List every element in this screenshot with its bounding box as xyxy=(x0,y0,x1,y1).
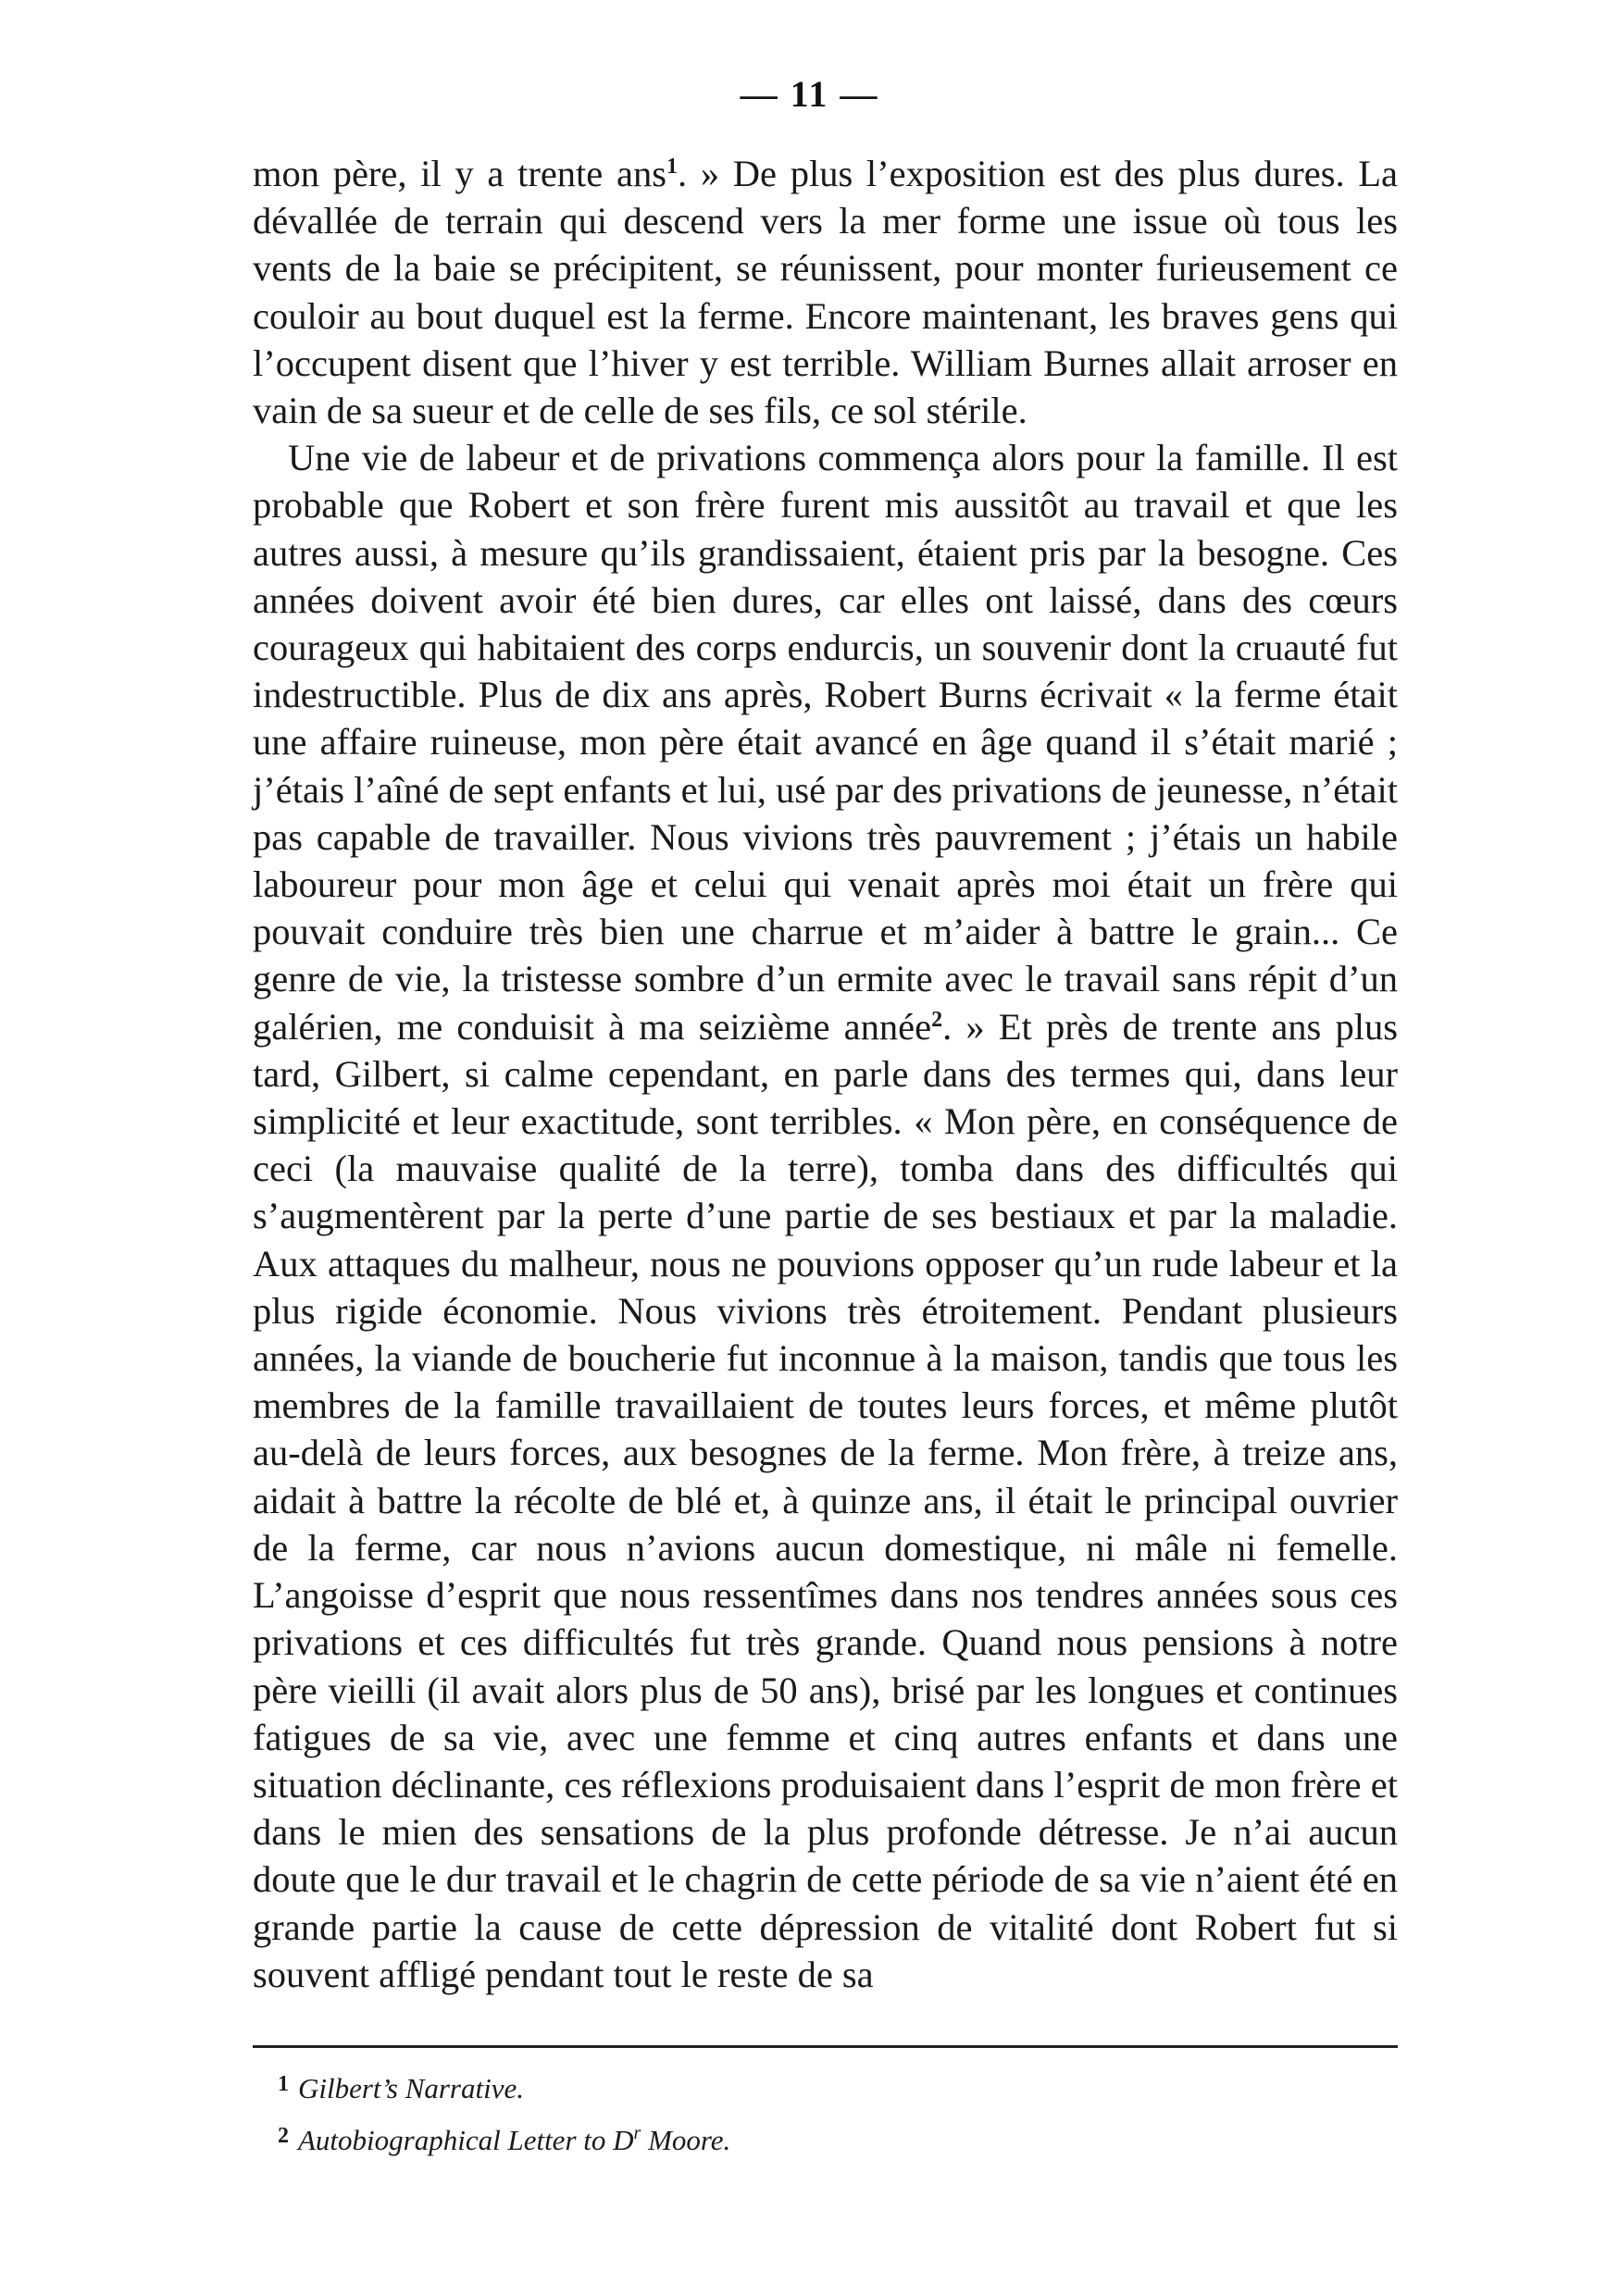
paragraph-1 xyxy=(253,150,1398,434)
paragraph-2-text-a: Une vie de labeur et de privations commença alors pour la famille. Il est probable que Robert et son frère furent mis aussitôt au travail et que les autres aussi, à mesure qu’ils grandissaient, étaient pris par la besogne. Ces années doivent avoir été bien dures, car elles ont laissé, dans des cœurs courageux qui habitaient des corps endurcis, un souvenir dont la cruauté fut indestructible. Plus de dix ans après, Robert Burns écrivait « la ferme était une affaire ruineuse, mon père était avancé en âge quand il s’était marié ; j’étais l’aîné de sept enfants et lui, usé par des privations de jeunesse, n’était pas capable de travailler. Nous vivions très pauvrement ; j’étais un habile laboureur pour mon âge et celui qui venait après moi était un frère qui pouvait conduire très bien une charrue et m’aider à battre le grain... Ce genre de vie, la tristesse sombre d’un ermite avec le travail sans répit d’un galérien, me conduisit à ma seizième année xyxy=(253,437,1398,1048)
paragraph-1-text-b: . » De plus l’exposition est des plus dures. La dévallée de terrain qui descend vers la mer forme une issue où tous les vents de la baie se précipitent, se réunissent, pour monter furieusement ce couloir au bout duquel est la ferme. Encore maintenant, les braves gens qui l’occupent disent que l’hiver y est terrible. William Burnes allait arroser en vain de sa sueur et de celle de ses fils, ce sol stérile. xyxy=(253,153,1398,432)
footnote-1-text: Gilbert’s Narrative. xyxy=(298,2072,524,2104)
footnote-divider xyxy=(253,2045,1398,2048)
footnote-2-text-b: Moore. xyxy=(641,2124,731,2156)
footnote-ref-1: 1 xyxy=(666,155,678,179)
footnote-2-number: 2 xyxy=(278,2124,289,2148)
footnote-1-number: 1 xyxy=(278,2072,289,2096)
paragraph-1-text-a: mon père, il y a trente ans xyxy=(253,153,666,194)
footnote-ref-2: 2 xyxy=(931,1007,943,1032)
footnote-2 xyxy=(278,2111,1389,2163)
footnotes xyxy=(278,2062,1389,2163)
footnote-1 xyxy=(278,2062,1389,2111)
footnote-2-superscript: r xyxy=(633,2123,641,2143)
footnote-2-text-a: Autobiographical Letter to D xyxy=(298,2124,634,2156)
page-number: — 11 — xyxy=(740,73,879,115)
paragraph-2 xyxy=(253,434,1398,1998)
body-text xyxy=(253,150,1398,1998)
paragraph-2-text-b: . » Et près de trente ans plus tard, Gilbert, si calme cependant, en parle dans des termes qui, dans leur simplicité et leur exactitude, sont terribles. « Mon père, en conséquence de ceci (la mauvaise qualité de la terre), tomba dans des difficultés qui s’augmentèrent par la perte d’une partie de ses bestiaux et par la maladie. Aux attaques du malheur, nous ne pouvions opposer qu’un rude labeur et la plus rigide économie. Nous vivions très étroitement. Pendant plusieurs années, la viande de boucherie fut inconnue à la maison, tandis que tous les membres de la famille travaillaient de toutes leurs forces, et même plutôt au-delà de leurs forces, aux besognes de la ferme. Mon frère, à treize ans, aidait à battre la récolte de blé et, à quinze ans, il était le principal ouvrier de la ferme, car nous n’avions aucun domestique, ni mâle ni femelle. L’angoisse d’esprit que nous ressentîmes dans nos tendres années sous ces privations et ces difficultés fut très grande. Quand nous pensions à notre père vieilli (il avait alors plus de 50 ans), brisé par les longues et continues fatigues de sa vie, avec une femme et cinq autres enfants et dans une situation déclinante, ces réflexions produisaient dans l’esprit de mon frère et dans le mien des sensations de la plus profonde détresse. Je n’ai aucun doute que le dur travail et le chagrin de cette période de sa vie n’aient été en grande partie la cause de cette dépression de vitalité dont Robert fut si souvent affligé pendant tout le reste de sa xyxy=(253,1005,1398,1995)
